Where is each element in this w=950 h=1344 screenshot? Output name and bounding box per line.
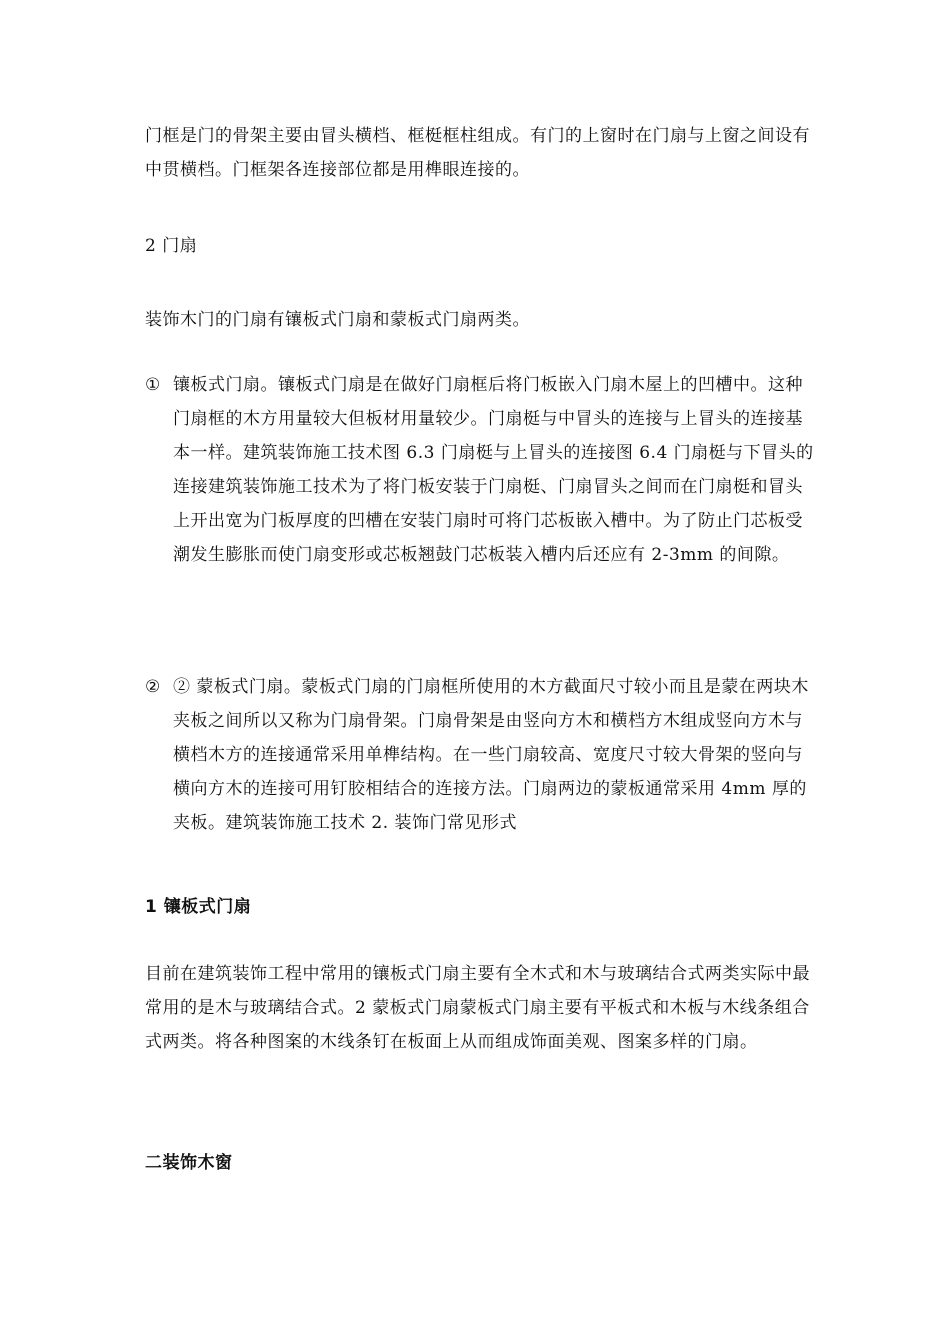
list-marker: ② [145,677,161,697]
list-item-panel-door [145,368,815,572]
list-item-text: ② 蒙板式门扇。蒙板式门扇的门扇框所使用的木方截面尺寸较小而且是蒙在两块木夹板之间所以又称为门扇骨架。门扇骨架是由竖向方木和横档方木组成竖向方木与横档木方的连接通常采用单榫结构。在一些门扇较高、宽度尺寸较大骨架的竖向与横向方木的连接可用钉胶相结合的连接方法。门扇两边的蒙板通常采用 4mm 厚的夹板。建筑装饰施工技术 2. 装饰门常见形式 [173,677,809,833]
heading-panel-door: 1 镶板式门扇 [145,897,252,917]
paragraph-door-frame: 门框是门的骨架主要由冒头横档、框梃框柱组成。有门的上窗时在门扇与上窗之间设有中贯横档。门框架各连接部位都是用榫眼连接的。 [145,126,810,180]
list-marker: ① [145,375,161,395]
list-item-text: 镶板式门扇。镶板式门扇是在做好门扇框后将门板嵌入门扇木屋上的凹槽中。这种门扇框的木方用量较大但板材用量较少。门扇梃与中冒头的连接与上冒头的连接基本一样。建筑装饰施工技术图 6.3 门扇梃与上冒头的连接图 6.4 门扇梃与下冒头的连接建筑装饰施工技术为了将门板安装于门扇梃、门扇冒头之间而在门扇梃和冒头上开出宽为门板厚度的凹槽在安装门扇时可将门芯板嵌入槽中。为了防止门芯板受潮发生膨胀而使门扇变形或芯板翘鼓门芯板装入槽内后还应有 2-3mm 的间隙。 [173,375,814,565]
heading-decorative-windows: 二装饰木窗 [145,1153,233,1173]
section-heading-door-leaf: 2 门扇 [145,236,198,256]
paragraph-common-door-forms: 目前在建筑装饰工程中常用的镶板式门扇主要有全木式和木与玻璃结合式两类实际中最常用的是木与玻璃结合式。2 蒙板式门扇蒙板式门扇主要有平板式和木板与木线条组合式两类。将各种图案的木线条钉在板面上从而组成饰面美观、图案多样的门扇。 [145,964,810,1052]
paragraph-door-leaf-intro: 装饰木门的门扇有镶板式门扇和蒙板式门扇两类。 [145,310,530,330]
list-item-flush-door [145,670,815,840]
